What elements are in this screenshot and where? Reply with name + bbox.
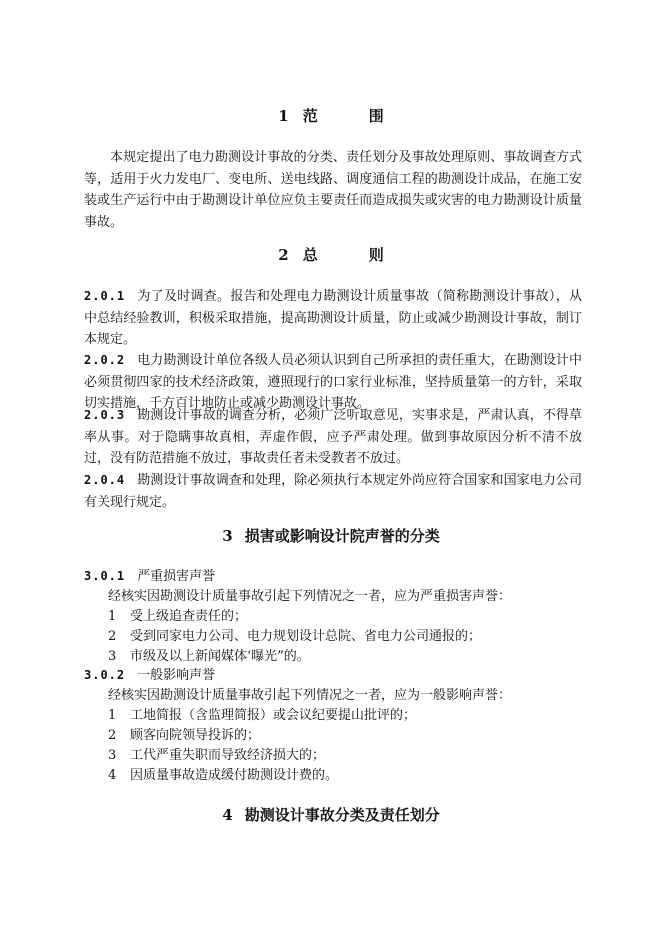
list-item: 2 顾客向院领导投诉的； <box>108 728 261 743</box>
list-item: 1 工地简报（含监理简报）或会议纪要提山批评的； <box>108 708 417 723</box>
clause-3-0-1-intro: 经核实因勘测设计质量事故引起下列情况之一者，应为严重损害声誉： <box>108 589 512 604</box>
section-2-title: 总 则 <box>302 246 402 264</box>
list-item: 4 因质量事故造成缓付勘测设计费的。 <box>108 768 339 783</box>
section-2-number: 2 <box>278 246 289 264</box>
section-2-heading <box>0 245 662 265</box>
clause-text: 电力勘测设计单位各级人员必须认识到自己所承担的责任重大，在勘测设计中必须贯彻四家的技术经济政策，遵照现行的口家行业标准，坚持质量第一的方针，采取切实措施，千方百计地防止或减少勘测设计事故。 <box>84 353 582 411</box>
clause-number: 2.0.1 <box>84 289 126 303</box>
clause-text: 为了及时调查。报告和处理电力勘测设计质量事故（简称勘测设计事故），从中总结经验教训，积极采取措施，提高勘测设计质量，防止或减少勘测设计事故，制订本规定。 <box>84 289 582 347</box>
clause-text: 勘测设计事故调查和处理，除必须执行本规定外尚应符合国家和国家电力公司有关现行规定。 <box>84 473 582 510</box>
section-3-heading <box>0 526 662 546</box>
section-4-title: 勘测设计事故分类及责任划分 <box>244 806 440 824</box>
clause-2-0-1 <box>84 286 582 351</box>
list-item: 2 受到同家电力公司、电力规划设计总院、省电力公司通报的； <box>108 629 482 644</box>
section-4-number: 4 <box>222 806 233 824</box>
clause-3-0-1 <box>84 566 582 588</box>
clause-title: 一般影响声誉 <box>137 668 216 683</box>
section-3-number: 3 <box>222 527 233 545</box>
clause-text: 勘测设计事故的调查分析，必须广泛听取意见，实事求是，严肃认真，不得草率从事。对于隐瞒事故真相，弄虚作假，应予严肃处理。做到事故原因分析不清不放过，没有防范措施不放过，事故责任者未受教者不放过。 <box>84 408 582 466</box>
clause-number: 2.0.2 <box>84 353 126 367</box>
clause-3-0-2 <box>84 665 582 687</box>
clause-2-0-3 <box>84 405 582 470</box>
list-item: 3 工代严重失职而导致经济损大的； <box>108 748 326 763</box>
section-1-title: 范 围 <box>302 107 402 125</box>
clause-number: 3.0.1 <box>84 569 126 583</box>
list-item: 3 市级及以上新闻媒体‘曝光”的。 <box>108 649 310 664</box>
clause-3-0-2-intro: 经核实因勘测设计质量事故引起下列情况之一者，应为一般影响声誉： <box>108 688 512 703</box>
section-3-title: 损害或影响设计院声誉的分类 <box>244 527 440 545</box>
clause-number: 3.0.2 <box>84 668 126 682</box>
section-1-heading <box>0 106 662 126</box>
list-item: 1 受上级追查责任的； <box>108 609 248 624</box>
section-4-heading <box>0 805 662 825</box>
clause-number: 2.0.4 <box>84 473 126 487</box>
clause-title: 严重损害声誉 <box>137 569 216 584</box>
clause-2-0-4 <box>84 470 582 513</box>
section-1-number: 1 <box>278 107 289 125</box>
section-1-paragraph: 本规定提出了电力勘测设计事故的分类、责任划分及事故处理原则、事故调查方式等，适用于火力发电厂、变电所、送电线路、调度通信工程的勘测设计成品，在施工安装或生产运行中由于勘测设计单位应负主要责任而造成损失或灾害的电力勘测设计质量事故。 <box>84 150 582 230</box>
clause-number: 2.0.3 <box>84 408 126 422</box>
